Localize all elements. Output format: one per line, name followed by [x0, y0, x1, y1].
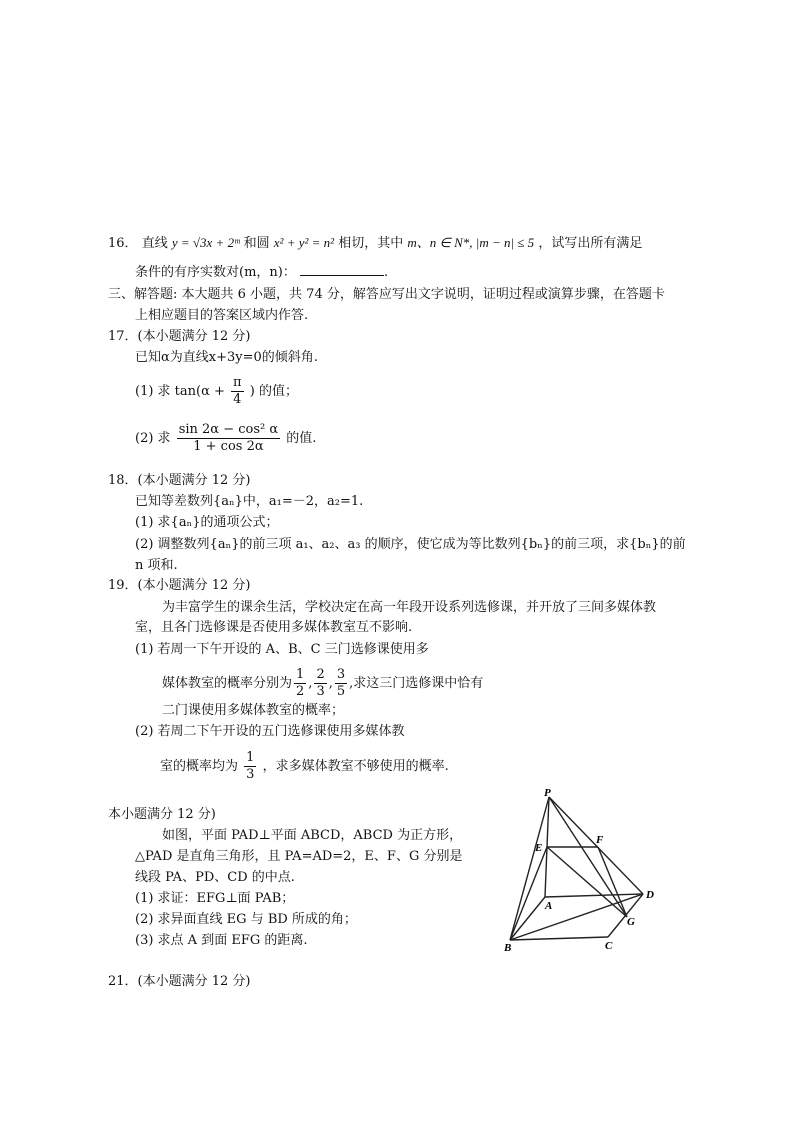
q17-part1 — [135, 375, 298, 408]
q20-line1: 如图，平面 PAD⊥平面 ABCD，ABCD 为正方形， — [162, 828, 463, 843]
q19-part2-line2 — [160, 750, 449, 783]
q19-part2-line1: (2) 若周二下午开设的五门选修课使用多媒体教 — [135, 724, 405, 739]
edge-BC — [510, 937, 608, 940]
q19-p2-num: 1 — [246, 750, 255, 765]
q19-p2-fraction — [244, 750, 256, 783]
q19-part1-line2: 媒体教室的概率分别为 $\frac{1}{2}$ , $\frac{2}{3}$ , $\frac{3}{5}$ ,求这三门选修课中恰有 — [162, 667, 484, 699]
q17-p1-num: π — [233, 375, 242, 390]
pyramid-figure — [495, 785, 665, 955]
q17-header: 17．(本小题满分 12 分) — [108, 329, 251, 344]
q16-mid2: 相切，其中 — [338, 236, 404, 251]
q19-part1-line1: (1) 若周一下午开设的 A、B、C 三门选修课使用多 — [135, 642, 429, 657]
label-A: A — [545, 900, 553, 912]
edge-PB — [510, 797, 549, 940]
q19-frac-2-num: 2 — [316, 667, 325, 682]
q16-number: 16． — [108, 236, 138, 251]
q20-line2: △PAD 是直角三角形，且 PA=AD=2，E、F、G 分别是 — [135, 849, 463, 864]
edge-EG — [547, 847, 627, 917]
q17-p1-suffix: ) 的值； — [249, 384, 298, 399]
q17-p2-suffix: 的值. — [286, 431, 317, 446]
label-P: P — [544, 787, 551, 799]
q18-part2-line2: n 项和. — [135, 558, 178, 573]
edge-EB — [510, 847, 547, 940]
label-E: E — [535, 842, 543, 854]
q19-frac-3-den: 5 — [336, 684, 346, 699]
q16-line2-end: . — [383, 265, 389, 280]
q20-part1: (1) 求证：EFG⊥面 PAB； — [135, 891, 295, 906]
q16-condition: m、n ∈ N*, |m − n| ≤ 5 — [407, 235, 535, 250]
q17-p1-prefix: (1) 求 tan(α + — [135, 384, 225, 399]
q17-p2-fraction — [177, 422, 280, 455]
edge-AD — [545, 894, 643, 897]
q17-p2-num: sin 2α − cos² α — [178, 422, 279, 437]
q16-answer-blank[interactable] — [300, 263, 384, 276]
q20-header: 本小题满分 12 分) — [108, 807, 216, 822]
q18-part2-line1: (2) 调整数列{aₙ}的前三项 a₁、a₂、a₃ 的顺序，使它成为等比数列{bₙ}的前三项，求{bₙ}的前 — [135, 537, 686, 552]
q17-given: 已知α为直线x+3y=0的倾斜角. — [135, 350, 318, 365]
label-G: G — [627, 916, 635, 928]
q17-part2 — [135, 422, 316, 455]
q16-line2-text: 条件的有序实数对(m，n)： — [135, 265, 296, 280]
q17-p1-fraction — [231, 375, 244, 408]
q16-line2 — [135, 263, 388, 283]
label-C: C — [605, 940, 613, 952]
q19-p1-suffix: ,求这三门选修课中恰有 — [349, 676, 484, 691]
q19-frac-2-den: 3 — [316, 684, 325, 699]
q19-p2-suffix: ，求多媒体教室不够使用的概率. — [262, 759, 449, 774]
q20-line3: 线段 PA、PD、CD 的中点. — [135, 870, 295, 885]
q19-frac-3-num: 3 — [336, 667, 346, 682]
q19-frac-3 — [335, 667, 347, 700]
q18-part1: (1) 求{aₙ}的通项公式； — [135, 515, 279, 530]
q16-line1 — [108, 233, 642, 254]
q18-given: 已知等差数列{aₙ}中，a₁=－2，a₂=1. — [135, 494, 364, 509]
q19-intro-line2: 室，且各门选修课是否使用多媒体教室互不影响. — [135, 620, 413, 635]
q19-frac-1-den: 2 — [296, 684, 305, 699]
q19-p2-prefix: 室的概率均为 — [160, 759, 239, 774]
q19-part1-line3: 二门课使用多媒体教室的概率； — [162, 703, 345, 718]
q19-header: 19．(本小题满分 12 分) — [108, 578, 251, 593]
edge-PG — [549, 797, 627, 917]
section3-line1: 三、解答题: 本大题共 6 小题，共 74 分，解答应写出文字说明，证明过程或演算步骤，在答题卡 — [108, 287, 665, 302]
q16-circle: x² + y² = n² — [273, 235, 335, 250]
q16-tail: ，试写出所有满足 — [538, 236, 643, 251]
q19-p1-prefix: 媒体教室的概率分别为 — [162, 676, 293, 691]
q17-p2-den: 1 + cos 2α — [193, 439, 264, 454]
q17-p2-prefix: (2) 求 — [135, 431, 171, 446]
q21-header: 21．(本小题满分 12 分) — [108, 974, 251, 989]
q20-part3: (3) 求点 A 到面 EFG 的距离. — [135, 933, 308, 948]
label-B: B — [504, 942, 512, 954]
label-F: F — [596, 834, 604, 846]
q16-mid1: 和圆 — [243, 236, 270, 251]
q19-p2-den: 3 — [246, 767, 255, 782]
q16-equation: y = √3x + 2ᵐ — [171, 235, 240, 250]
edge-BD — [510, 894, 643, 940]
q17-p1-den: 4 — [233, 392, 242, 407]
q20-part2: (2) 求异面直线 EG 与 BD 所成的角； — [135, 912, 357, 927]
label-D: D — [646, 889, 654, 901]
q19-intro-line1: 为丰富学生的课余生活，学校决定在高一年段开设系列选修课，并开放了三间多媒体教 — [162, 600, 657, 615]
q19-frac-1 — [294, 667, 306, 700]
q19-frac-2 — [314, 667, 326, 700]
q18-header: 18．(本小题满分 12 分) — [108, 473, 251, 488]
q16-stem-prefix: 直线 — [141, 236, 168, 251]
section3-line2: 上相应题目的答案区域内作答. — [135, 308, 309, 323]
q19-frac-1-num: 1 — [296, 667, 305, 682]
edge-FG — [598, 847, 627, 917]
